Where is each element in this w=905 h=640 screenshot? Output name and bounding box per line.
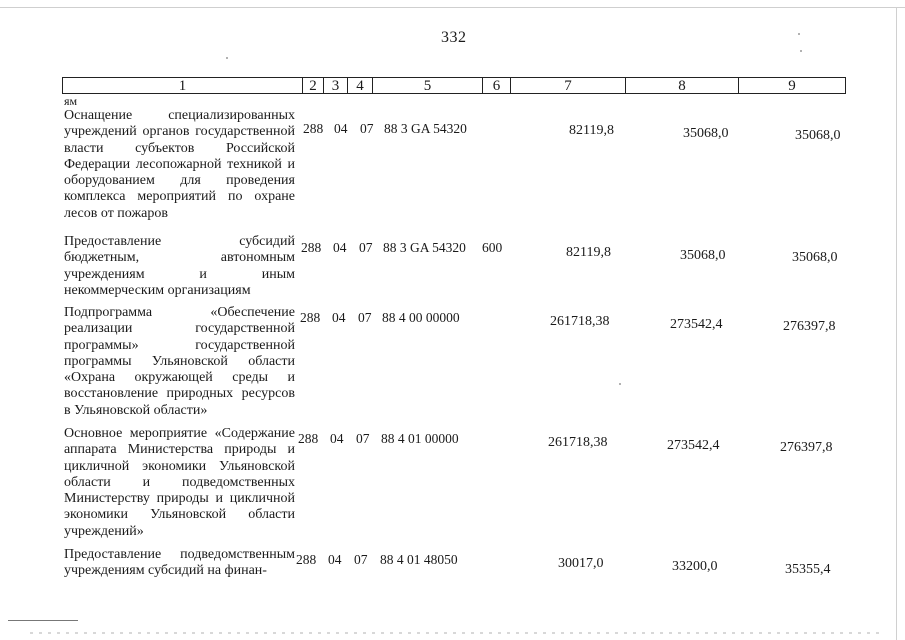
- page-number: 332: [441, 29, 467, 46]
- header-col-9: 9: [788, 78, 796, 94]
- row-value-col9: 35355,4: [785, 562, 831, 577]
- row-code-target: 88 3 GA 54320: [383, 240, 466, 255]
- row-code-target: 88 4 01 48050: [380, 552, 458, 567]
- row-code-section: 04: [334, 121, 348, 136]
- row-code-subsection: 07: [354, 552, 368, 567]
- row-value-col7: 82119,8: [566, 245, 611, 260]
- row-code-target: 88 4 00 00000: [382, 310, 460, 325]
- header-col-5: 5: [423, 78, 432, 94]
- row-description: Основное мероприятие «Содержание аппарата Министерства природы и цикличной экономики Ульяновской области и подведомственных Министерству природы и цикличной экономики Ульяновской области учреждений»: [64, 426, 295, 539]
- carryover-text: ям: [64, 94, 78, 108]
- row-code-section: 04: [330, 431, 344, 446]
- row-value-col8: 35068,0: [683, 126, 729, 141]
- header-col-1: 1: [178, 78, 187, 94]
- row-code-subsection: 07: [358, 310, 372, 325]
- row-value-col9: 276397,8: [783, 319, 836, 334]
- row-code-grbs: 288: [298, 431, 319, 446]
- row-code-section: 04: [328, 552, 342, 567]
- row-description: Оснащение специализированных учреждений органов государственной власти субъектов Российской Федерации лесопожарной техникой и оборудованием для проведения комплекса мероприятий по охране лесов от пожаров: [64, 108, 295, 221]
- scan-speck: [798, 33, 800, 35]
- row-code-grbs: 288: [303, 121, 324, 136]
- row-description: Предоставление субсидий бюджетным, автономным учреждениям и иным некоммерческим организациям: [64, 234, 295, 298]
- header-col-7: 7: [564, 78, 572, 94]
- row-code-subsection: 07: [360, 121, 374, 136]
- row-value-col7: 30017,0: [558, 556, 604, 571]
- row-value-col9: 35068,0: [795, 128, 841, 143]
- row-value-col8: 273542,4: [670, 317, 723, 332]
- row-code-subsection: 07: [356, 431, 370, 446]
- row-value-col8: 35068,0: [680, 248, 726, 263]
- footnote-rule: [8, 620, 78, 621]
- row-code-subsection: 07: [359, 240, 373, 255]
- scan-frame-top: [0, 7, 905, 8]
- scan-speck: [226, 57, 228, 59]
- scan-speck: [619, 383, 621, 385]
- header-col-2: 2: [309, 78, 317, 94]
- row-code-target: 88 3 GA 54320: [384, 121, 467, 136]
- scan-bottom-noise: [30, 632, 880, 634]
- row-value-col7: 261718,38: [550, 314, 610, 329]
- row-code-type: 600: [482, 240, 503, 255]
- row-value-col7: 82119,8: [569, 123, 614, 138]
- scan-frame-right: [896, 7, 897, 640]
- row-code-section: 04: [332, 310, 346, 325]
- row-code-grbs: 288: [296, 552, 317, 567]
- row-code-grbs: 288: [301, 240, 322, 255]
- row-value-col8: 273542,4: [667, 438, 720, 453]
- header-col-6: 6: [492, 78, 501, 94]
- row-description: Предоставление подведомственным учреждениям субсидий на финан-: [64, 547, 295, 579]
- header-col-4: 4: [356, 78, 364, 94]
- column-header-row: [62, 77, 846, 94]
- scan-speck: [800, 50, 802, 52]
- row-value-col8: 33200,0: [672, 559, 718, 574]
- row-code-target: 88 4 01 00000: [381, 431, 459, 446]
- row-value-col9: 35068,0: [792, 250, 838, 265]
- header-col-3: 3: [331, 78, 340, 94]
- row-code-section: 04: [333, 240, 347, 255]
- row-description: Подпрограмма «Обеспечение реализации государственной программы» государственной программы Ульяновской области «Охрана окружающей среды и восстановление природных ресурсов в Ульяновской области»: [64, 305, 295, 418]
- row-code-grbs: 288: [300, 310, 321, 325]
- row-value-col9: 276397,8: [780, 440, 833, 455]
- header-col-8: 8: [678, 78, 686, 94]
- row-value-col7: 261718,38: [548, 435, 608, 450]
